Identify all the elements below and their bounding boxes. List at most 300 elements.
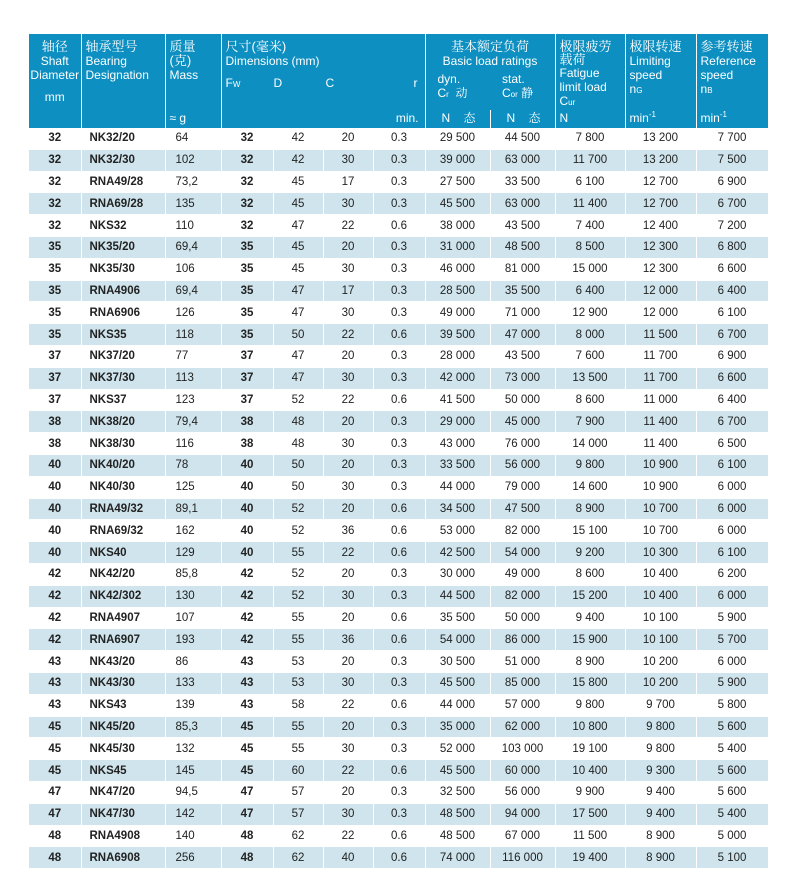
table-row [29, 258, 768, 280]
cell-d: 52 [273, 563, 323, 585]
cell-shaft: 42 [29, 585, 81, 607]
cell-d: 58 [273, 694, 323, 716]
cell-d: 45 [273, 171, 323, 193]
cell-mass: 94,5 [165, 781, 221, 803]
cell-dyn: 30 000 [425, 563, 490, 585]
cell-limit-speed: 9 700 [625, 694, 696, 716]
cell-r: 0.6 [373, 389, 425, 411]
table-row [29, 607, 768, 629]
cell-limit-speed: 11 700 [625, 345, 696, 367]
cell-dyn: 35 000 [425, 716, 490, 738]
cell-stat: 86 000 [490, 629, 555, 651]
cell-fw: 43 [221, 651, 273, 673]
cell-shaft: 32 [29, 215, 81, 237]
cell-ref-speed: 5 700 [696, 629, 768, 651]
cell-c: 20 [323, 411, 373, 433]
cell-shaft: 37 [29, 367, 81, 389]
cell-d: 47 [273, 215, 323, 237]
cell-fw: 35 [221, 280, 273, 302]
cell-dyn: 53 000 [425, 520, 490, 542]
cell-fw: 47 [221, 781, 273, 803]
cell-mass: 113 [165, 367, 221, 389]
cell-dyn: 32 500 [425, 781, 490, 803]
cell-designation: NKS43 [81, 694, 165, 716]
cell-c: 36 [323, 520, 373, 542]
table-row [29, 629, 768, 651]
cell-d: 62 [273, 825, 323, 847]
cell-dyn: 35 500 [425, 607, 490, 629]
cell-r: 0.3 [373, 128, 425, 149]
cell-ref-speed: 6 100 [696, 302, 768, 324]
table-row [29, 215, 768, 237]
cell-fw: 40 [221, 454, 273, 476]
cell-r: 0.3 [373, 367, 425, 389]
cell-stat: 82 000 [490, 520, 555, 542]
table-row [29, 803, 768, 825]
cell-shaft: 38 [29, 433, 81, 455]
cell-r: 0.3 [373, 738, 425, 760]
cell-ref-speed: 6 400 [696, 389, 768, 411]
cell-shaft: 43 [29, 672, 81, 694]
cell-mass: 142 [165, 803, 221, 825]
cell-d: 45 [273, 236, 323, 258]
cell-stat: 51 000 [490, 651, 555, 673]
cell-designation: RNA6907 [81, 629, 165, 651]
header-dim-d: D [273, 76, 283, 90]
cell-ref-speed: 5 900 [696, 672, 768, 694]
cell-d: 50 [273, 454, 323, 476]
cell-ref-speed: 5 900 [696, 607, 768, 629]
cell-fw: 32 [221, 171, 273, 193]
table-row [29, 498, 768, 520]
cell-r: 0.6 [373, 847, 425, 869]
table-row [29, 585, 768, 607]
cell-mass: 78 [165, 454, 221, 476]
cell-stat: 44 500 [490, 128, 555, 149]
cell-ref-speed: 6 700 [696, 324, 768, 346]
cell-designation: RNA49/28 [81, 171, 165, 193]
cell-limit-speed: 11 700 [625, 367, 696, 389]
cell-limit-speed: 12 300 [625, 258, 696, 280]
cell-fatigue: 6 100 [555, 171, 625, 193]
cell-stat: 76 000 [490, 433, 555, 455]
header-stat-unit: N 态 [490, 110, 555, 128]
cell-shaft: 43 [29, 694, 81, 716]
cell-ref-speed: 6 000 [696, 585, 768, 607]
cell-fatigue: 8 000 [555, 324, 625, 346]
cell-stat: 94 000 [490, 803, 555, 825]
cell-fw: 40 [221, 498, 273, 520]
cell-shaft: 37 [29, 389, 81, 411]
cell-limit-speed: 10 100 [625, 629, 696, 651]
cell-designation: NK35/20 [81, 236, 165, 258]
cell-fw: 35 [221, 302, 273, 324]
cell-fatigue: 10 400 [555, 760, 625, 782]
cell-ref-speed: 6 000 [696, 651, 768, 673]
cell-stat: 47 500 [490, 498, 555, 520]
cell-designation: NK43/20 [81, 651, 165, 673]
header-limit-unit: $\min^{-1}$ [625, 110, 696, 128]
cell-c: 20 [323, 128, 373, 149]
cell-ref-speed: 6 900 [696, 345, 768, 367]
cell-r: 0.6 [373, 324, 425, 346]
cell-r: 0.6 [373, 825, 425, 847]
cell-shaft: 42 [29, 629, 81, 651]
cell-r: 0.6 [373, 607, 425, 629]
cell-d: 42 [273, 128, 323, 149]
cell-stat: 82 000 [490, 585, 555, 607]
header-basic-load-ratings: 基本额定负荷 Basic load ratings dyn. Cr 动 stat. Cor 静 [425, 34, 555, 110]
cell-r: 0.6 [373, 498, 425, 520]
header-shaft-diameter: 轴径 Shaft Diameter mm [29, 34, 81, 128]
cell-dyn: 52 000 [425, 738, 490, 760]
cell-limit-speed: 10 100 [625, 607, 696, 629]
cell-shaft: 47 [29, 781, 81, 803]
cell-designation: NK35/30 [81, 258, 165, 280]
cell-fatigue: 11 700 [555, 149, 625, 171]
cell-r: 0.3 [373, 411, 425, 433]
cell-ref-speed: 5 600 [696, 781, 768, 803]
cell-ref-speed: 7 700 [696, 128, 768, 149]
table-row [29, 825, 768, 847]
cell-shaft: 45 [29, 760, 81, 782]
cell-designation: RNA4906 [81, 280, 165, 302]
cell-dyn: 34 500 [425, 498, 490, 520]
cell-mass: 193 [165, 629, 221, 651]
cell-c: 22 [323, 542, 373, 564]
cell-stat: 35 500 [490, 280, 555, 302]
cell-dyn: 29 000 [425, 411, 490, 433]
cell-fatigue: 7 900 [555, 411, 625, 433]
cell-designation: NK43/30 [81, 672, 165, 694]
cell-fw: 42 [221, 629, 273, 651]
cell-fatigue: 15 900 [555, 629, 625, 651]
cell-c: 20 [323, 345, 373, 367]
header-dim-c: C [325, 76, 335, 90]
cell-stat: 56 000 [490, 454, 555, 476]
cell-dyn: 44 500 [425, 585, 490, 607]
cell-d: 53 [273, 651, 323, 673]
cell-ref-speed: 5 600 [696, 760, 768, 782]
cell-dyn: 44 000 [425, 694, 490, 716]
cell-mass: 106 [165, 258, 221, 280]
cell-dyn: 45 500 [425, 193, 490, 215]
cell-d: 47 [273, 367, 323, 389]
cell-r: 0.3 [373, 149, 425, 171]
cell-designation: NK32/30 [81, 149, 165, 171]
cell-shaft: 45 [29, 716, 81, 738]
cell-ref-speed: 6 600 [696, 367, 768, 389]
cell-fw: 35 [221, 324, 273, 346]
cell-r: 0.3 [373, 563, 425, 585]
cell-c: 30 [323, 738, 373, 760]
cell-c: 17 [323, 280, 373, 302]
cell-ref-speed: 6 000 [696, 498, 768, 520]
cell-stat: 48 500 [490, 236, 555, 258]
cell-ref-speed: 6 500 [696, 433, 768, 455]
cell-fatigue: 11 500 [555, 825, 625, 847]
cell-fw: 48 [221, 847, 273, 869]
cell-mass: 77 [165, 345, 221, 367]
cell-ref-speed: 6 000 [696, 476, 768, 498]
cell-stat: 45 000 [490, 411, 555, 433]
cell-limit-speed: 12 300 [625, 236, 696, 258]
table-row [29, 433, 768, 455]
table-row [29, 520, 768, 542]
cell-c: 22 [323, 389, 373, 411]
cell-fw: 48 [221, 825, 273, 847]
cell-limit-speed: 10 200 [625, 651, 696, 673]
table-row [29, 760, 768, 782]
table-row [29, 128, 768, 149]
header-dim-r: r [413, 76, 418, 90]
cell-dyn: 31 000 [425, 236, 490, 258]
cell-ref-speed: 6 700 [696, 411, 768, 433]
cell-dyn: 42 000 [425, 367, 490, 389]
cell-fatigue: 8 500 [555, 236, 625, 258]
cell-c: 20 [323, 607, 373, 629]
cell-mass: 133 [165, 672, 221, 694]
cell-c: 30 [323, 149, 373, 171]
cell-designation: NK37/20 [81, 345, 165, 367]
cell-shaft: 42 [29, 607, 81, 629]
cell-r: 0.3 [373, 280, 425, 302]
table-row [29, 563, 768, 585]
cell-stat: 67 000 [490, 825, 555, 847]
header-reference-speed: 参考转速 Reference speed nB [696, 34, 768, 110]
cell-ref-speed: 6 900 [696, 171, 768, 193]
cell-shaft: 35 [29, 302, 81, 324]
cell-fatigue: 7 600 [555, 345, 625, 367]
cell-dyn: 33 500 [425, 454, 490, 476]
cell-r: 0.3 [373, 302, 425, 324]
cell-fw: 40 [221, 542, 273, 564]
cell-shaft: 40 [29, 498, 81, 520]
cell-limit-speed: 8 900 [625, 825, 696, 847]
cell-fw: 32 [221, 193, 273, 215]
cell-designation: NKS35 [81, 324, 165, 346]
cell-mass: 110 [165, 215, 221, 237]
cell-c: 40 [323, 847, 373, 869]
cell-designation: NKS40 [81, 542, 165, 564]
cell-fatigue: 19 400 [555, 847, 625, 869]
cell-designation: RNA49/32 [81, 498, 165, 520]
cell-c: 17 [323, 171, 373, 193]
cell-mass: 69,4 [165, 280, 221, 302]
cell-shaft: 40 [29, 542, 81, 564]
cell-mass: 139 [165, 694, 221, 716]
header-fatigue-unit: N [555, 110, 625, 128]
cell-shaft: 32 [29, 171, 81, 193]
cell-c: 22 [323, 825, 373, 847]
cell-c: 30 [323, 433, 373, 455]
cell-r: 0.3 [373, 672, 425, 694]
cell-r: 0.3 [373, 193, 425, 215]
cell-dyn: 38 000 [425, 215, 490, 237]
cell-fw: 32 [221, 215, 273, 237]
cell-limit-speed: 10 700 [625, 520, 696, 542]
header-mass: 质量 (克) Mass [165, 34, 221, 110]
cell-fw: 47 [221, 803, 273, 825]
cell-d: 42 [273, 149, 323, 171]
header-bearing-designation: 轴承型号 Bearing Designation [81, 34, 165, 110]
cell-dyn: 39 500 [425, 324, 490, 346]
cell-r: 0.3 [373, 716, 425, 738]
table-row [29, 389, 768, 411]
cell-limit-speed: 10 300 [625, 542, 696, 564]
cell-dyn: 29 500 [425, 128, 490, 149]
cell-c: 30 [323, 672, 373, 694]
cell-c: 22 [323, 694, 373, 716]
cell-designation: NK45/30 [81, 738, 165, 760]
cell-ref-speed: 6 200 [696, 563, 768, 585]
cell-r: 0.3 [373, 345, 425, 367]
cell-fatigue: 9 800 [555, 454, 625, 476]
cell-d: 48 [273, 411, 323, 433]
cell-ref-speed: 6 100 [696, 454, 768, 476]
cell-stat: 50 000 [490, 389, 555, 411]
cell-mass: 73,2 [165, 171, 221, 193]
cell-stat: 47 000 [490, 324, 555, 346]
cell-fatigue: 10 800 [555, 716, 625, 738]
cell-limit-speed: 8 900 [625, 847, 696, 869]
cell-d: 47 [273, 302, 323, 324]
cell-ref-speed: 5 400 [696, 738, 768, 760]
cell-limit-speed: 13 200 [625, 128, 696, 149]
cell-fatigue: 9 900 [555, 781, 625, 803]
cell-mass: 64 [165, 128, 221, 149]
cell-dyn: 27 500 [425, 171, 490, 193]
cell-dyn: 43 000 [425, 433, 490, 455]
cell-shaft: 35 [29, 236, 81, 258]
cell-stat: 54 000 [490, 542, 555, 564]
cell-fw: 45 [221, 738, 273, 760]
cell-ref-speed: 7 500 [696, 149, 768, 171]
cell-d: 52 [273, 585, 323, 607]
cell-r: 0.6 [373, 694, 425, 716]
cell-stat: 57 000 [490, 694, 555, 716]
cell-d: 57 [273, 803, 323, 825]
table-row [29, 847, 768, 869]
cell-d: 45 [273, 258, 323, 280]
table-row [29, 716, 768, 738]
table-row [29, 367, 768, 389]
cell-limit-speed: 9 800 [625, 716, 696, 738]
cell-limit-speed: 11 400 [625, 433, 696, 455]
header-limiting-speed: 极限转速 Limiting speed nG [625, 34, 696, 110]
cell-stat: 79 000 [490, 476, 555, 498]
cell-fatigue: 15 100 [555, 520, 625, 542]
table-row [29, 236, 768, 258]
cell-r: 0.6 [373, 629, 425, 651]
cell-d: 47 [273, 345, 323, 367]
cell-r: 0.3 [373, 171, 425, 193]
cell-mass: 89,1 [165, 498, 221, 520]
cell-fw: 37 [221, 389, 273, 411]
cell-shaft: 40 [29, 476, 81, 498]
cell-dyn: 44 000 [425, 476, 490, 498]
cell-mass: 116 [165, 433, 221, 455]
cell-designation: RNA6906 [81, 302, 165, 324]
cell-fatigue: 8 600 [555, 563, 625, 585]
cell-limit-speed: 9 800 [625, 738, 696, 760]
cell-shaft: 48 [29, 825, 81, 847]
cell-shaft: 40 [29, 454, 81, 476]
cell-r: 0.3 [373, 476, 425, 498]
cell-dyn: 41 500 [425, 389, 490, 411]
cell-shaft: 43 [29, 651, 81, 673]
cell-d: 47 [273, 280, 323, 302]
cell-fatigue: 12 900 [555, 302, 625, 324]
cell-dyn: 46 000 [425, 258, 490, 280]
cell-limit-speed: 11 500 [625, 324, 696, 346]
cell-fw: 43 [221, 672, 273, 694]
cell-stat: 50 000 [490, 607, 555, 629]
cell-mass: 162 [165, 520, 221, 542]
cell-limit-speed: 12 000 [625, 280, 696, 302]
cell-fatigue: 6 400 [555, 280, 625, 302]
cell-limit-speed: 9 300 [625, 760, 696, 782]
cell-mass: 85,3 [165, 716, 221, 738]
header-ref-unit: $\min^{-1}$ [696, 110, 768, 128]
cell-shaft: 32 [29, 128, 81, 149]
cell-stat: 71 000 [490, 302, 555, 324]
cell-designation: RNA4907 [81, 607, 165, 629]
cell-fw: 38 [221, 411, 273, 433]
cell-r: 0.3 [373, 585, 425, 607]
cell-c: 30 [323, 302, 373, 324]
cell-ref-speed: 6 400 [696, 280, 768, 302]
cell-fatigue: 9 400 [555, 607, 625, 629]
cell-c: 30 [323, 367, 373, 389]
cell-c: 30 [323, 193, 373, 215]
cell-c: 20 [323, 498, 373, 520]
cell-fatigue: 9 800 [555, 694, 625, 716]
cell-shaft: 35 [29, 258, 81, 280]
cell-stat: 43 500 [490, 215, 555, 237]
cell-shaft: 48 [29, 847, 81, 869]
cell-fw: 43 [221, 694, 273, 716]
cell-c: 30 [323, 476, 373, 498]
cell-limit-speed: 9 400 [625, 803, 696, 825]
cell-fatigue: 11 400 [555, 193, 625, 215]
table-row [29, 149, 768, 171]
table-row [29, 672, 768, 694]
header-mass-unit: ≈ g [165, 110, 221, 128]
table-row [29, 302, 768, 324]
cell-fatigue: 7 800 [555, 128, 625, 149]
cell-ref-speed: 5 800 [696, 694, 768, 716]
cell-fw: 32 [221, 128, 273, 149]
cell-stat: 43 500 [490, 345, 555, 367]
cell-shaft: 45 [29, 738, 81, 760]
cell-stat: 116 000 [490, 847, 555, 869]
cell-mass: 79,4 [165, 411, 221, 433]
cell-designation: RNA4908 [81, 825, 165, 847]
cell-designation: RNA6908 [81, 847, 165, 869]
cell-fw: 37 [221, 367, 273, 389]
cell-ref-speed: 7 200 [696, 215, 768, 237]
cell-shaft: 35 [29, 280, 81, 302]
cell-d: 55 [273, 542, 323, 564]
cell-stat: 33 500 [490, 171, 555, 193]
table-row [29, 542, 768, 564]
cell-stat: 73 000 [490, 367, 555, 389]
cell-stat: 60 000 [490, 760, 555, 782]
cell-fatigue: 8 600 [555, 389, 625, 411]
cell-dyn: 54 000 [425, 629, 490, 651]
table-row [29, 280, 768, 302]
